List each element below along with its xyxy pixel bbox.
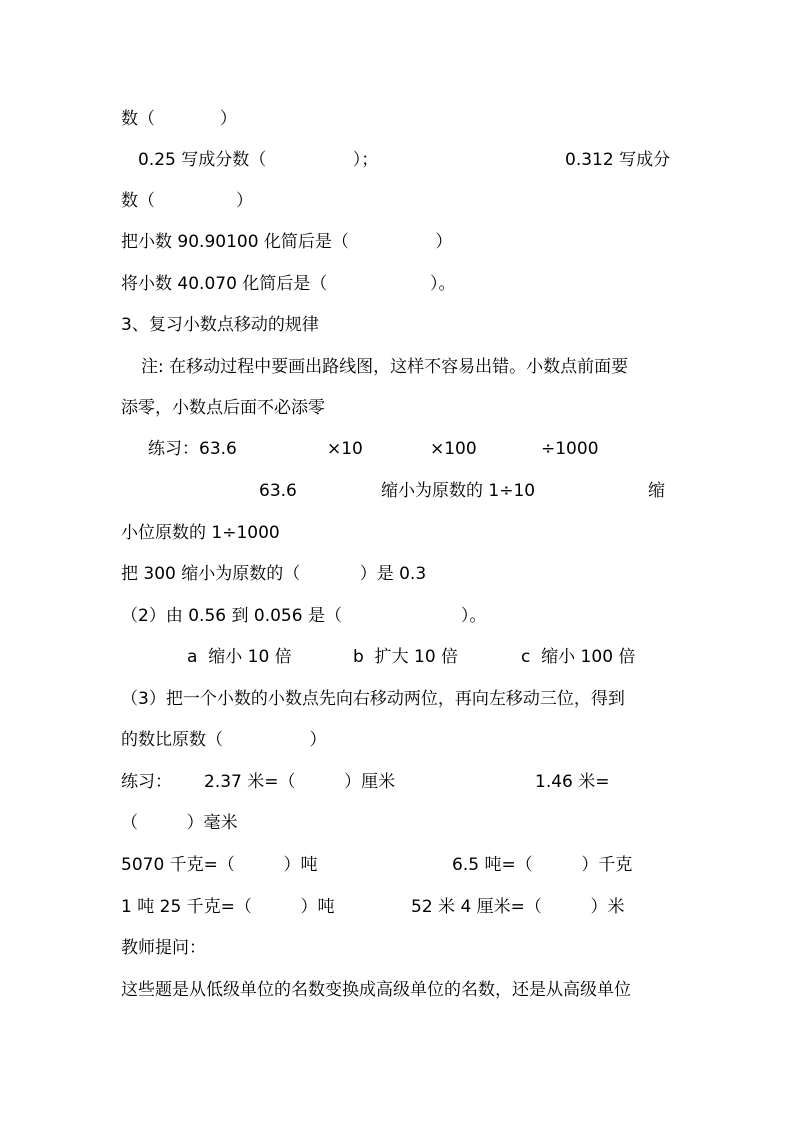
option-b: b 扩大 10 倍 <box>353 647 459 667</box>
option-c: c 缩小 100 倍 <box>521 647 636 667</box>
text-line: 6.5 吨=（ ）千克 <box>452 855 633 875</box>
text-line: 这些题是从低级单位的名数变换成高级单位的名数，还是从高级单位 <box>121 980 631 1000</box>
text-line: 注: 在移动过程中要画出路线图，这样不容易出错。小数点前面要 <box>141 357 629 377</box>
text-line: 1 吨 25 千克=（ ）吨 <box>121 897 335 917</box>
text-line: 数（ ） <box>121 191 254 211</box>
text-line: ×10 <box>327 439 363 459</box>
text-line: 0.25 写成分数（ ）； <box>138 150 379 170</box>
text-line: （3）把一个小数的小数点先向右移动两位，再向左移动三位，得到 <box>121 689 625 709</box>
text-line: （ ）毫米 <box>121 813 238 833</box>
text-line: （2）由 0.56 到 0.056 是（ ）。 <box>121 606 487 626</box>
text-line: 把小数 90.90100 化简后是（ ） <box>121 232 453 252</box>
text-line: 缩小为原数的 1÷10 <box>381 481 536 501</box>
text-line: 1.46 米= <box>535 772 610 792</box>
option-a: a 缩小 10 倍 <box>187 647 292 667</box>
text-line: 数（ ） <box>121 109 237 129</box>
text-line: 把 300 缩小为原数的（ ）是 0.3 <box>121 564 427 584</box>
text-line: 将小数 40.070 化简后是（ ）。 <box>121 274 456 294</box>
text-line: 添零，小数点后面不必添零 <box>121 398 325 418</box>
text-line: 的数比原数（ ） <box>121 730 327 750</box>
text-line: 教师提问： <box>121 938 206 958</box>
text-line: 0.312 写成分 <box>565 150 671 170</box>
text-line: 练习： <box>121 772 172 792</box>
text-line: 练习：63.6 <box>148 439 237 459</box>
text-line: 缩 <box>648 481 665 501</box>
text-line: 小位原数的 1÷1000 <box>121 523 280 543</box>
text-line: 52 米 4 厘米=（ ）米 <box>411 897 625 917</box>
text-line: 2.37 米=（ ）厘米 <box>204 772 396 792</box>
section-heading: 3、复习小数点移动的规律 <box>121 315 319 335</box>
text-line: ×100 <box>430 439 477 459</box>
text-line: 5070 千克=（ ）吨 <box>121 855 318 875</box>
text-line: 63.6 <box>259 481 297 501</box>
text-line: ÷1000 <box>541 439 599 459</box>
